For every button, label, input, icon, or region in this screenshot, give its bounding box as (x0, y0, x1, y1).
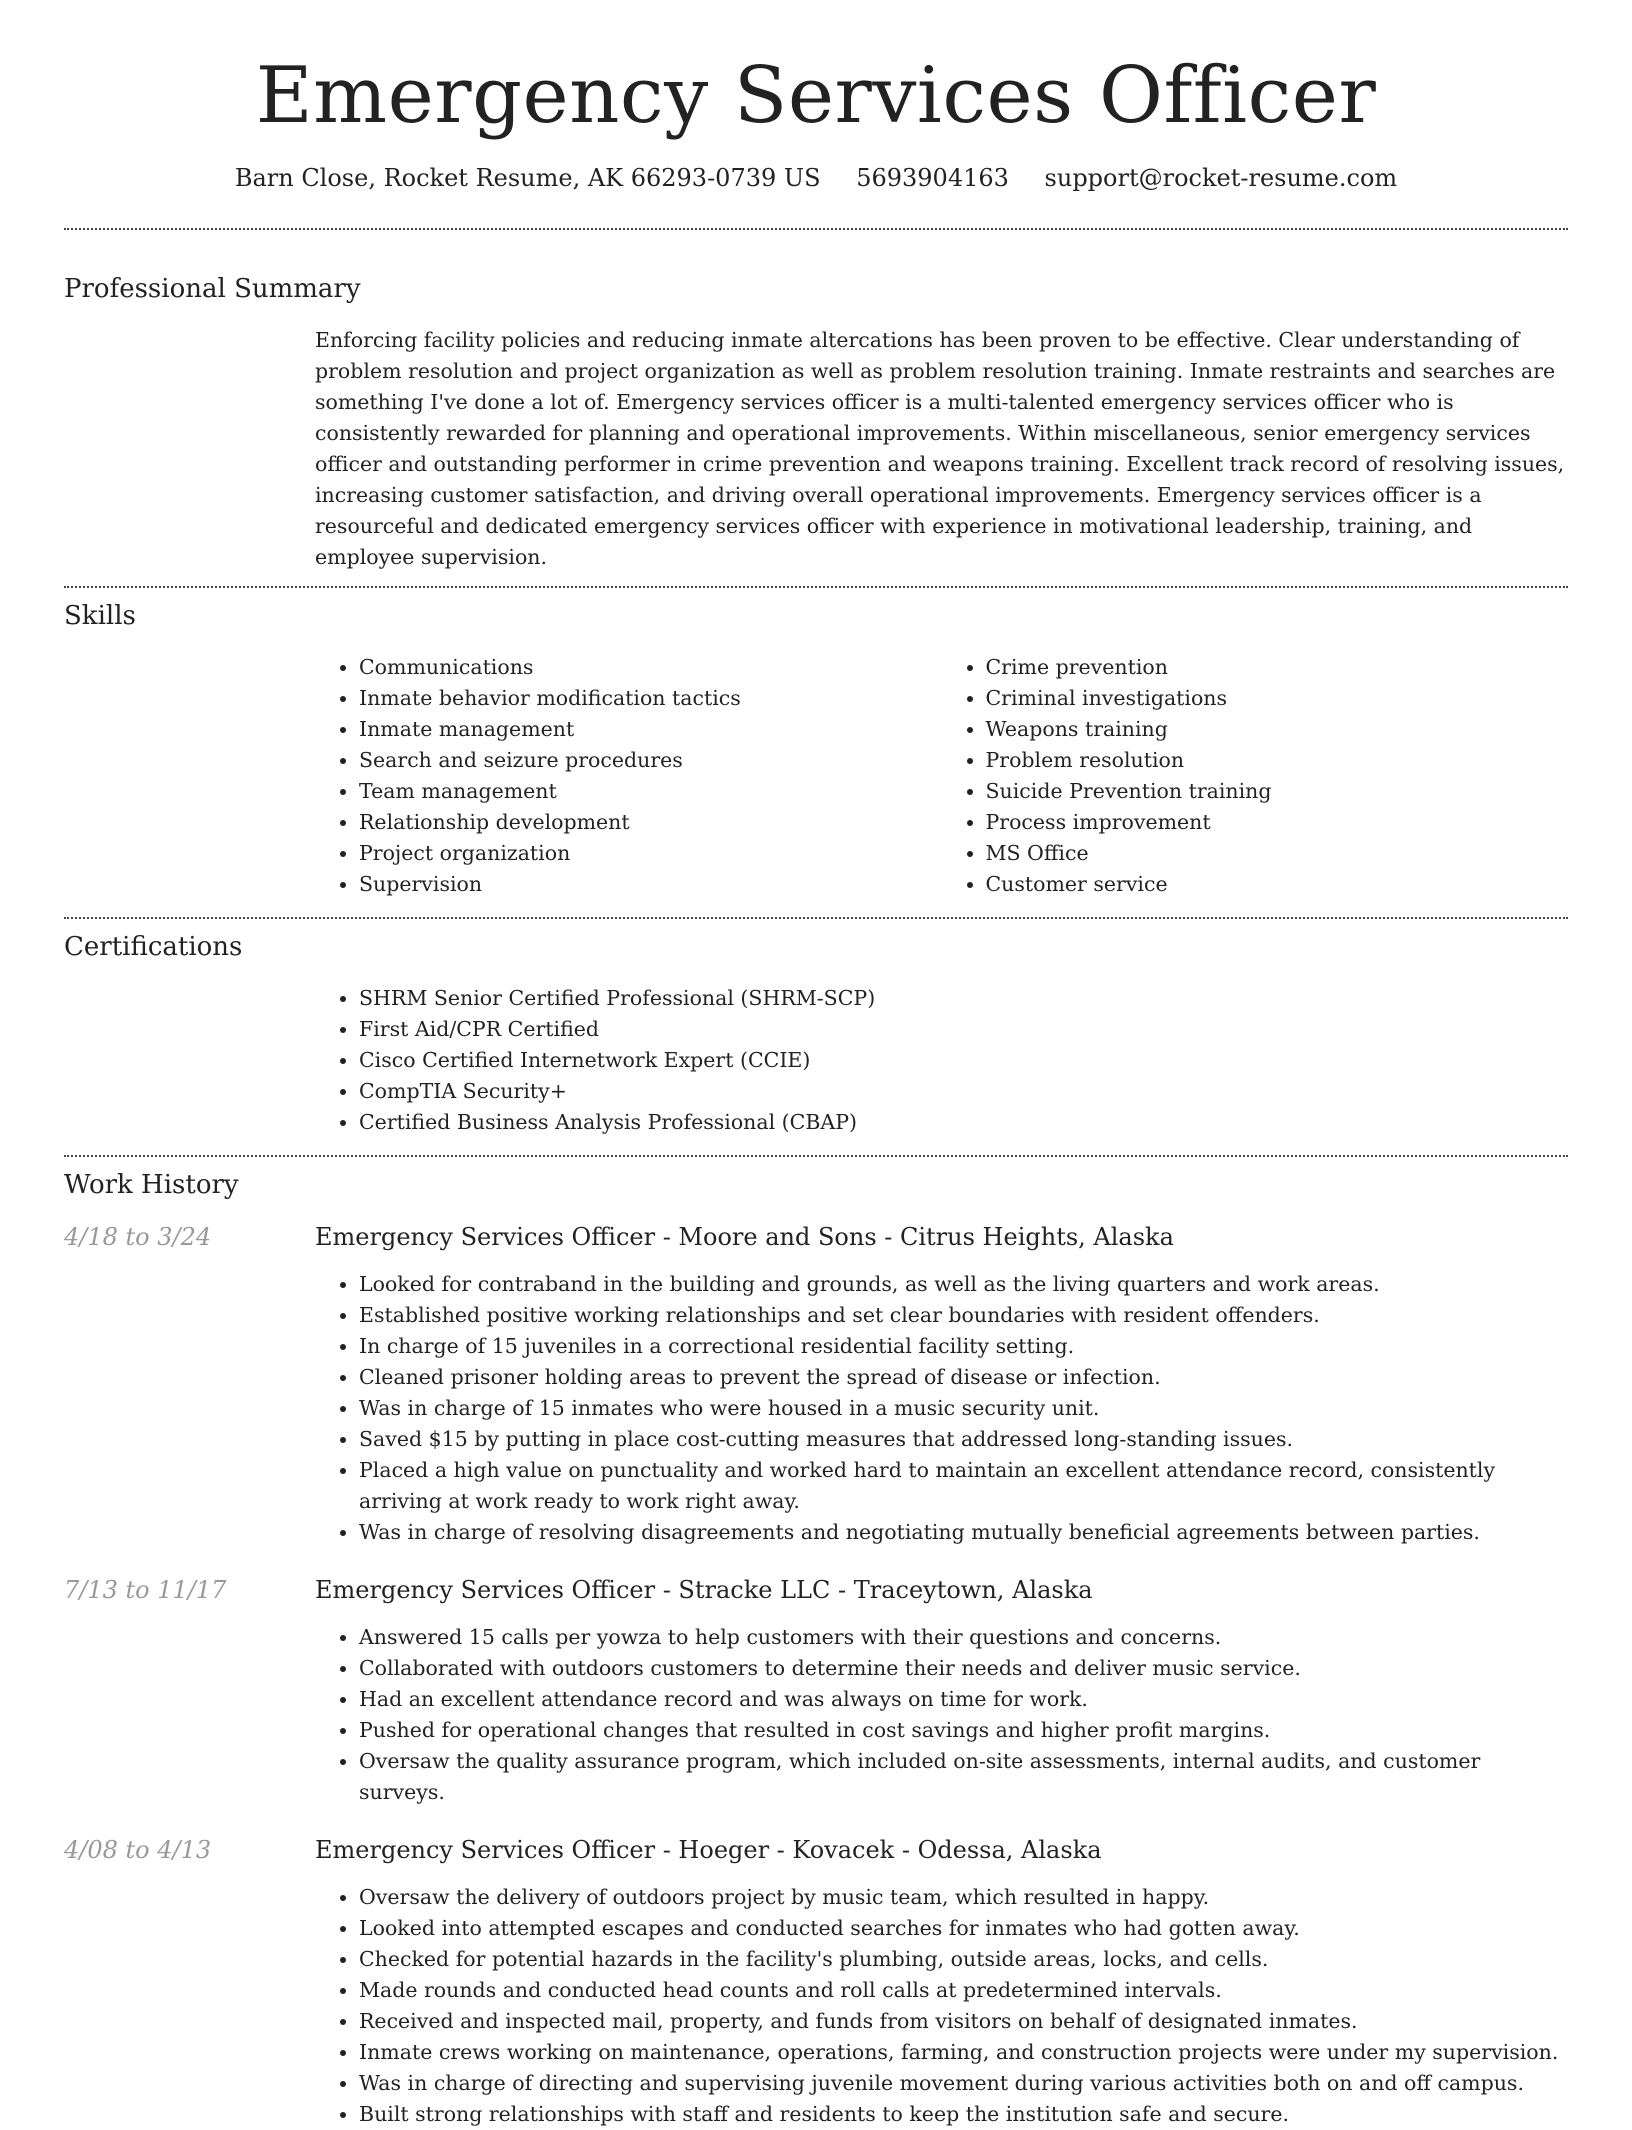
certifications-list (315, 983, 1568, 1138)
summary-text: Enforcing facility policies and reducing inmate altercations has been proven to be effective. Clear understanding of problem resolution and project organization as well as problem resolution training. Inmate restraints and searches are something I've done a lot of. Emergency services officer is a multi-talented emergency services officer who is consistently rewarded for planning and operational improvements. Within miscellaneous, senior emergency services officer and outstanding performer in crime prevention and weapons training. Excellent track record of resolving issues, increasing customer satisfaction, and driving overall operational improvements. Emergency services officer is a resourceful and dedicated emergency services officer with experience in motivational leadership, training, and employee supervision. (315, 327, 1565, 569)
skills-section (64, 588, 1568, 917)
certification-item: • Certified Business Analysis Professional (CBAP) (359, 1107, 1568, 1138)
job-entry (64, 1836, 1568, 2130)
skill-item: • Communications (359, 652, 942, 683)
contact-address: Barn Close, Rocket Resume, AK 66293-0739 US (234, 163, 821, 192)
job-bullet: • Was in charge of resolving disagreements and negotiating mutually beneficial agreements between parties. (359, 1517, 1568, 1548)
job-title: Emergency Services Officer - Stracke LLC - Traceytown, Alaska (315, 1575, 1093, 1604)
skill-item: • MS Office (986, 838, 1569, 869)
job-bullet: • Looked for contraband in the building and grounds, as well as the living quarters and work areas. (359, 1269, 1568, 1300)
skill-item: • Customer service (986, 869, 1569, 900)
job-dates: 7/13 to 11/17 (64, 1575, 227, 1604)
skills-list-left (315, 652, 942, 900)
skill-item: • Weapons training (986, 714, 1569, 745)
job-title: Emergency Services Officer - Moore and Sons - Citrus Heights, Alaska (315, 1222, 1174, 1251)
skill-item: • Suicide Prevention training (986, 776, 1569, 807)
contact-email: support@rocket-resume.com (1044, 163, 1398, 192)
job-bullet: • Answered 15 calls per yowza to help customers with their questions and concerns. (359, 1622, 1568, 1653)
job-title: Emergency Services Officer - Hoeger - Kovacek - Odessa, Alaska (315, 1835, 1102, 1864)
job-bullet: • Oversaw the quality assurance program, which included on-site assessments, internal audits, and customer surveys. (359, 1746, 1568, 1808)
job-bullet: • Oversaw the delivery of outdoors project by music team, which resulted in happy. (359, 1882, 1568, 1913)
certifications-section (64, 919, 1568, 1155)
job-bullet: • Built strong relationships with staff and residents to keep the institution safe and secure. (359, 2099, 1568, 2130)
job-bullet: • Received and inspected mail, property, and funds from visitors on behalf of designated inmates. (359, 2006, 1568, 2037)
job-bullet: • Pushed for operational changes that resulted in cost savings and higher profit margins. (359, 1715, 1568, 1746)
job-bullet: • Saved $15 by putting in place cost-cutting measures that addressed long-standing issues. (359, 1424, 1568, 1455)
job-bullets (315, 1269, 1568, 1548)
skill-item: • Relationship development (359, 807, 942, 838)
certification-item: • CompTIA Security+ (359, 1076, 1568, 1107)
certification-item: • First Aid/CPR Certified (359, 1014, 1568, 1045)
job-dates: 4/08 to 4/13 (64, 1835, 212, 1864)
summary-title: Professional Summary (64, 273, 361, 304)
job-bullet: • Had an excellent attendance record and was always on time for work. (359, 1684, 1568, 1715)
job-bullets (315, 1622, 1568, 1808)
skill-item: • Supervision (359, 869, 942, 900)
job-bullet: • Established positive working relationships and set clear boundaries with resident offenders. (359, 1300, 1568, 1331)
resume-header (64, 0, 1568, 192)
certification-item: • SHRM Senior Certified Professional (SHRM-SCP) (359, 983, 1568, 1014)
job-bullet: • Checked for potential hazards in the facility's plumbing, outside areas, locks, and cells. (359, 1944, 1568, 1975)
work-history-section (64, 1157, 1568, 2130)
contact-phone: 5693904163 (856, 163, 1009, 192)
job-entry (64, 1576, 1568, 1808)
job-bullet: • Inmate crews working on maintenance, operations, farming, and construction projects were under my supervision. (359, 2037, 1568, 2068)
skills-list-right (942, 652, 1569, 900)
job-bullet: • In charge of 15 juveniles in a correctional residential facility setting. (359, 1331, 1568, 1362)
skill-item: • Criminal investigations (986, 683, 1569, 714)
certifications-title: Certifications (64, 931, 243, 962)
job-bullet: • Looked into attempted escapes and conducted searches for inmates who had gotten away. (359, 1913, 1568, 1944)
work-history-title: Work History (64, 1169, 239, 1200)
job-bullet: • Was in charge of 15 inmates who were housed in a music security unit. (359, 1393, 1568, 1424)
job-bullet: • Collaborated with outdoors customers to determine their needs and deliver music service. (359, 1653, 1568, 1684)
job-dates: 4/18 to 3/24 (64, 1222, 212, 1251)
skill-item: • Team management (359, 776, 942, 807)
skill-item: • Inmate behavior modification tactics (359, 683, 942, 714)
skill-item: • Project organization (359, 838, 942, 869)
skill-item: • Crime prevention (986, 652, 1569, 683)
job-entry (64, 1223, 1568, 1548)
contact-line (64, 164, 1568, 192)
skills-title: Skills (64, 600, 136, 631)
job-bullet: • Made rounds and conducted head counts and roll calls at predetermined intervals. (359, 1975, 1568, 2006)
skill-item: • Process improvement (986, 807, 1569, 838)
certification-item: • Cisco Certified Internetwork Expert (CCIE) (359, 1045, 1568, 1076)
job-bullets (315, 1882, 1568, 2130)
candidate-name: Emergency Services Officer (255, 51, 1377, 141)
skill-item: • Problem resolution (986, 745, 1569, 776)
job-bullet: • Cleaned prisoner holding areas to prevent the spread of disease or infection. (359, 1362, 1568, 1393)
summary-section (64, 230, 1568, 586)
job-bullet: • Placed a high value on punctuality and worked hard to maintain an excellent attendance record, consistently arriving at work ready to work right away. (359, 1455, 1568, 1517)
job-bullet: • Was in charge of directing and supervising juvenile movement during various activities both on and off campus. (359, 2068, 1568, 2099)
skill-item: • Inmate management (359, 714, 942, 745)
skill-item: • Search and seizure procedures (359, 745, 942, 776)
